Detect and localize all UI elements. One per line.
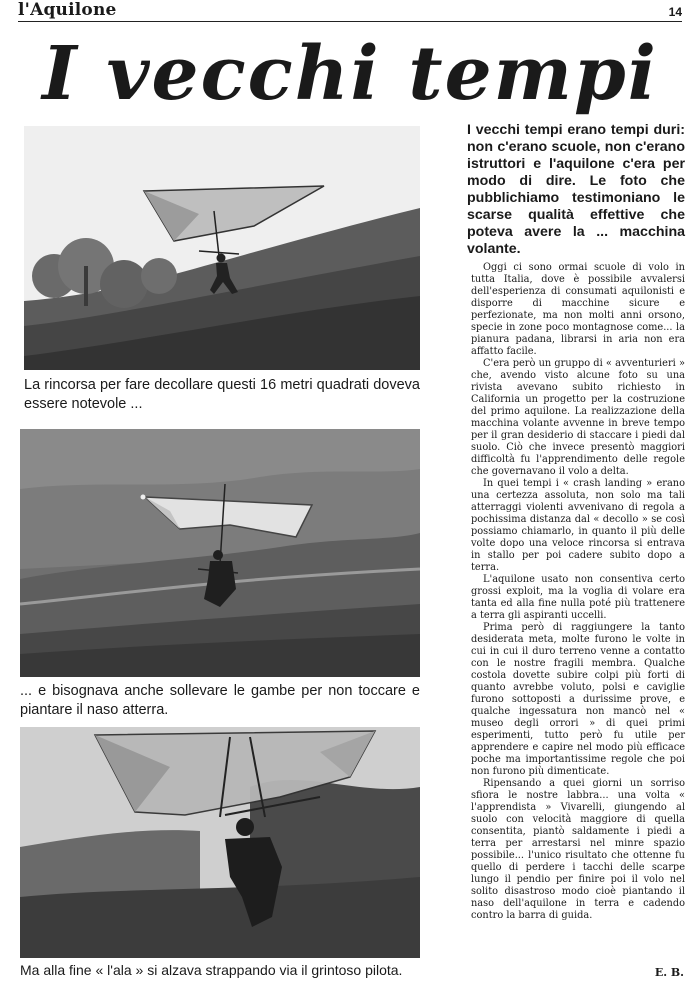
photo-takeoff-run-image	[24, 126, 420, 370]
photo-low-flight-image	[20, 429, 420, 677]
caption-low-flight: ... e bisognava anche sollevare le gambe per non toccare e piantare il naso atterra.	[20, 683, 420, 718]
caption-takeoff-run: La rincorsa per fare decollare questi 16 metri quadrati doveva essere notevole ...	[24, 377, 420, 412]
body-paragraph: In quei tempi i « crash landing » erano una certezza assoluta, non solo ma tali atterraggi violenti avvenivano di regola a pochissima distanza dal « decollo » se così possiamo chiamarlo, in quanto il più delle volte dopo una veloce rincorsa si entrava in stallo per poi cadere subito dopo a terra.	[471, 478, 685, 573]
masthead-logo: l'Aquilone	[18, 0, 117, 20]
page-header	[18, 0, 682, 22]
photo-low-flight	[20, 429, 420, 677]
body-paragraph: C'era però un gruppo di « avventurieri » che, avendo visto alcune foto su una rivista avevano subito richiesto in California un progetto per la costruzione del primo aquilone. La realizzazione della macchina volante avvenne in breve tempo per il gran desiderio di staccare i piedi dal suolo. Ciò che invece presentò maggiori difficoltà fu l'apprendimento delle regole che governavano il volo a delta.	[471, 358, 685, 477]
body-paragraph: Oggi ci sono ormai scuole di volo in tutta Italia, dove è possibile avvalersi dell'esperienza di consumati aquilonisti e disporre di macchine sicure e perfezionate, ma non molti anni orsono, specie in zone poco montagnose come... la pianura padana, librarsi in aria non era affatto facile.	[471, 262, 685, 357]
body-paragraph: Prima però di raggiungere la tanto desiderata meta, molte furono le volte in cui in cui il duro terreno venne a contatto con le nostre fragili membra. Qualche costola dovette subire colpi più forti di quanto avrebbe voluto, polsi e caviglie furono sottoposti a durissime prove, e qualche ingessatura non mancò nel « museo degli orrori » di quei primi esperimenti, tutto però fu utile per apprendere e capire nel modo più efficace poche ma importantissime regole che poi non furono più dimenticate.	[471, 622, 685, 777]
article-headline: I vecchi tempi	[42, 31, 658, 117]
header-divider	[18, 21, 682, 22]
author-signature: E. B.	[654, 966, 684, 979]
caption-lift-off: Ma alla fine « l'ala » si alzava strappando via il grintoso pilota.	[20, 962, 403, 978]
page-number: 14	[668, 5, 682, 19]
photo-lift-off-image	[20, 727, 420, 958]
article-intro: I vecchi tempi erano tempi duri: non c'erano scuole, non c'erano istruttori e l'aquilone c'era per modo di dire. Le foto che pubblichiamo testimoniano le scarse qualità effettive che poteva avere la ... macchina volante.	[467, 122, 685, 257]
photo-takeoff-run	[24, 126, 420, 370]
body-paragraph: L'aquilone usato non consentiva certo grossi exploit, ma la voglia di volare era tanta ed alla fine nulla poté più trattenere a terra gli aspiranti uccelli.	[471, 574, 685, 621]
article-body	[471, 262, 685, 922]
photo-lift-off	[20, 727, 420, 958]
body-paragraph: Ripensando a quei giorni un sorriso sfiora le nostre labbra... una volta « l'apprendista » Vivarelli, giungendo al suolo con velocità maggiore di quella consentita, piantò saldamente i piedi a terra per arrestarsi nel minre spazio possibile... l'unico risultato che ottenne fu quello di perdere i tacchi delle scarpe lungo il pendio per finire poi il volo nel solito disastroso modo cioè piantando il naso dell'aquilone in terra e cadendo contro la barra di guida.	[471, 778, 685, 921]
